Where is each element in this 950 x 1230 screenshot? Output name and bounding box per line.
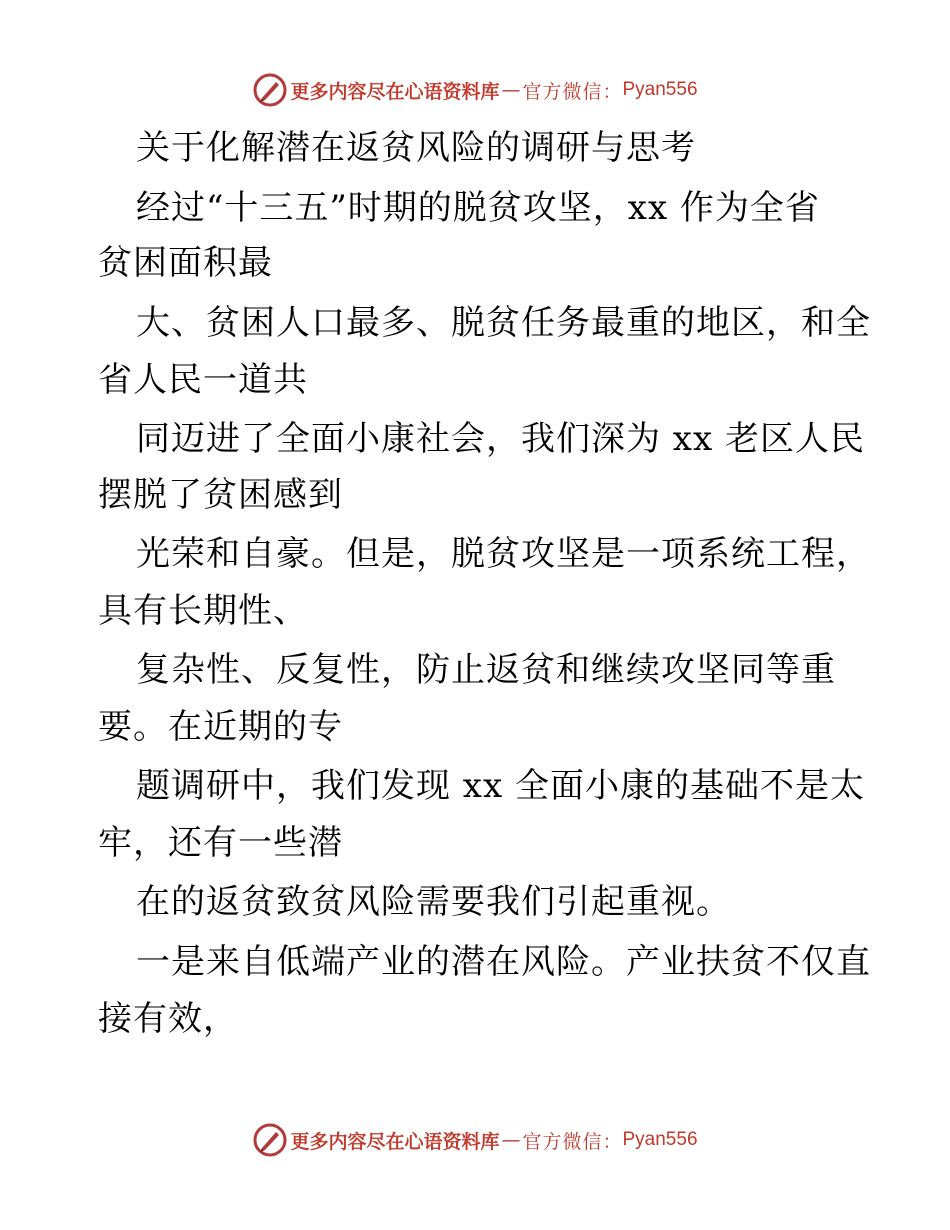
watermark-wechat-id: Pyan556 bbox=[622, 1129, 698, 1150]
text-line: 经过“十三五”时期的脱贫攻坚，xx 作为全省 bbox=[136, 188, 820, 228]
text-line: 复杂性、反复性，防止返贫和继续攻坚同等重 bbox=[136, 650, 836, 690]
watermark-brand: 更多内容尽在心语资料库 bbox=[290, 80, 500, 103]
text-line: 贫困面积最 bbox=[98, 243, 273, 283]
text-line: 题调研中，我们发现 xx 全面小康的基础不是太 bbox=[136, 766, 865, 806]
text-line: 同迈进了全面小康社会，我们深为 xx 老区人民 bbox=[136, 419, 865, 459]
text-line: 牢，还有一些潜 bbox=[98, 823, 343, 863]
watermark-dash: — bbox=[501, 79, 521, 101]
watermark-wechat-id: Pyan556 bbox=[622, 79, 698, 100]
watermark-dash: — bbox=[501, 1129, 521, 1151]
document-title: 关于化解潜在返贫风险的调研与思考 bbox=[136, 128, 696, 168]
text-line: 摆脱了贫困感到 bbox=[98, 475, 343, 515]
text-line: 具有长期性、 bbox=[98, 591, 308, 631]
watermark-brand: 更多内容尽在心语资料库 bbox=[290, 1130, 500, 1153]
text-line: 一是来自低端产业的潜在风险。产业扶贫不仅直 bbox=[136, 942, 871, 982]
text-line: 光荣和自豪。但是，脱贫攻坚是一项系统工程， bbox=[136, 534, 871, 574]
watermark-official-label: 官方微信： bbox=[522, 1130, 623, 1153]
watermark-official-label: 官方微信： bbox=[522, 80, 623, 103]
text-line: 接有效， bbox=[98, 999, 238, 1039]
text-line: 大、贫困人口最多、脱贫任务最重的地区，和全 bbox=[136, 303, 871, 343]
footer-watermark bbox=[0, 1120, 950, 1160]
text-line: 省人民一道共 bbox=[98, 360, 308, 400]
text-line: 要。在近期的专 bbox=[98, 707, 343, 747]
text-line: 在的返贫致贫风险需要我们引起重视。 bbox=[136, 882, 731, 922]
feather-pen-logo-icon bbox=[252, 1122, 288, 1158]
